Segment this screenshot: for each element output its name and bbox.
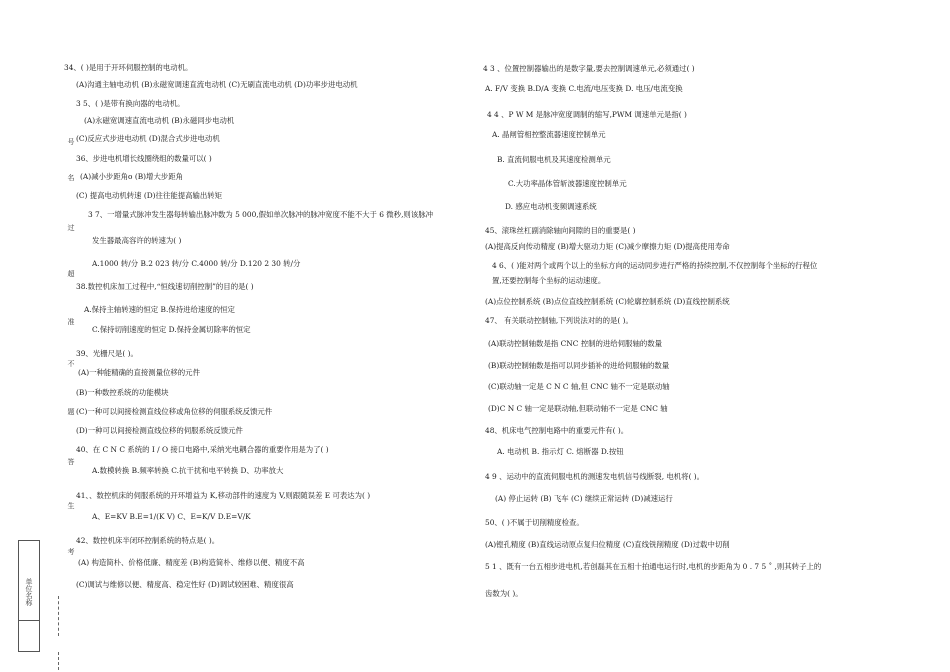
binding-unit-label: 单位名称 <box>25 578 33 606</box>
question-line: (A)提高反向传动精度 (B)增大驱动力矩 (C)减少摩擦力矩 (D)提高使用寿命 <box>485 242 730 251</box>
binding-mark: 答 <box>67 458 75 465</box>
question-line: C.保持切削速度的恒定 D.保持金属切除率的恒定 <box>92 325 251 334</box>
question-line: (A)点位控制系统 (B)点位直线控制系统 (C)轮廓控制系统 (D)直线控制系统 <box>485 297 730 306</box>
binding-dotted-line <box>58 652 59 670</box>
binding-mark: 考 <box>67 548 75 555</box>
question-line: A. 电动机 B. 指示灯 C. 熔断器 D.按钮 <box>497 447 624 456</box>
question-line: 发生器最高容许的转速为( ) <box>92 236 182 245</box>
question-line: (A)减小步距角o (B)增大步距角 <box>80 172 184 181</box>
question-line: 45、滚珠丝杠副消除轴向间隙的目的重要是( ) <box>485 226 636 235</box>
question-line: 36、步进电机增长线圈绕组的数量可以( ) <box>76 154 212 163</box>
question-line: (B)一种数控系统的功能模块 <box>76 388 169 397</box>
question-line: (B)联动控制轴数是指可以同步插补的进给伺服轴的数量 <box>488 361 670 370</box>
question-line: 置,还要控制每个坐标的运动速度。 <box>492 276 606 285</box>
question-line: D. 感应电动机变频调速系统 <box>505 202 597 211</box>
binding-mark: 超 <box>67 270 75 277</box>
question-line: A、E=KV B.E=1/(K V) C、E=K/V D.E=V/K <box>92 512 251 521</box>
question-line: (C)调试与维修以便、精度高、稳定性好 (D)调试较困难、精度很高 <box>76 580 294 589</box>
question-line: (A) 停止运转 (B) 飞车 (C) 继续正常运转 (D)减速运行 <box>495 494 673 503</box>
binding-dotted-line <box>58 596 59 636</box>
question-line: 齿数为( )。 <box>485 589 523 598</box>
binding-mark: 不 <box>67 360 75 367</box>
question-line: A.数模转换 B.频率转换 C.抗干扰和电平转换 D、功率放大 <box>92 466 284 475</box>
question-line: (A)沟通主轴电动机 (B)永磁宽调速直流电动机 (C)无刷直流电动机 (D)功率步进电动机 <box>76 80 358 89</box>
question-line: (D)一种可以间接检测直线位移的伺服系统反馈元件 <box>76 426 243 435</box>
question-line: C.大功率晶体管斩波器速度控制单元 <box>508 179 627 188</box>
binding-divider <box>18 620 40 621</box>
question-line: (C) 提高电动机转速 (D)往往能提高输出转矩 <box>76 191 223 200</box>
question-line: 4 9 、运动中的直流伺服电机的测速发电机信号线断裂, 电机将( )。 <box>485 472 705 481</box>
question-line: 4 4 、P W M 是脉冲宽度调制的缩写,PWM 调速单元是指( ) <box>487 110 687 119</box>
binding-mark: 名 <box>67 174 75 181</box>
question-line: A. 晶闸管相控整流器速度控制单元 <box>492 130 606 139</box>
question-line: (A)一种能精确的直接测量位移的元件 <box>78 368 200 377</box>
question-line: A.1000 转/分 B.2 023 转/分 C.4000 转/分 D.120 2 30 转/分 <box>92 259 301 268</box>
question-line: 4 3 、位置控制器输出的是数字量,要去控制调速单元,必须通过( ) <box>483 64 695 73</box>
question-line: 40、在 C N C 系统的 I / O 接口电路中,采纳光电耦合器的重要作用是为了( ) <box>76 445 329 454</box>
question-line: (A) 构造简朴、价格低廉、精度差 (B)构造简朴、维修以便、精度不高 <box>78 558 305 567</box>
binding-mark: 准 <box>67 318 75 325</box>
question-line: 3 7、一增量式脉冲发生器每转输出脉冲数为 5 000,假如单次脉冲的脉冲宽度不能不大于 6 微秒,则该脉冲 <box>88 210 433 219</box>
question-line: B. 直流伺服电机及其速度检测单元 <box>497 155 611 164</box>
question-line: A. F/V 变换 B.D/A 变换 C.电流/电压变换 D. 电压/电流变换 <box>485 84 683 93</box>
question-line: 34、( )是用于开环伺服控制的电动机。 <box>64 63 193 72</box>
question-line: 39、光栅尺是( )。 <box>76 349 138 358</box>
question-line: 47、 有关联动控制轴,下列说法对的的是( )。 <box>485 316 633 325</box>
binding-mark: 题 <box>67 408 75 415</box>
question-line: A.保持主轴转速的恒定 B.保持进给速度的恒定 <box>84 305 235 314</box>
binding-mark: 号 <box>67 138 75 145</box>
question-line: 41、、数控机床的伺服系统的开环增益为 K,移动部件的速度为 V,则跟随误差 E 可表达为( ) <box>76 491 371 500</box>
question-line: 38.数控机床加工过程中,“恒线速切削控制”的目的是( ) <box>76 282 254 291</box>
question-line: (A)联动控制轴数是指 CNC 控制的进给伺服轴的数量 <box>488 339 663 348</box>
question-line: 48、机床电气控制电路中的重要元件有( )。 <box>485 426 629 435</box>
question-line: 3 5、( )是带有换向器的电动机。 <box>76 99 185 108</box>
question-line: 50、( )不属于切削精度检查。 <box>485 518 584 527</box>
question-line: (C)反应式步进电动机 (D)混合式步进电动机 <box>76 134 220 143</box>
binding-mark: 过 <box>67 224 75 231</box>
question-line: (D)C N C 轴一定是联动轴,但联动轴不一定是 CNC 轴 <box>488 404 668 413</box>
question-line: 4 6、( )能对两个或两个以上的坐标方向的运动同步进行严格的持续控制,不仅控制每个坐标的行程位 <box>492 261 818 270</box>
binding-mark: 生 <box>67 502 75 509</box>
question-line: (A)镗孔精度 (B)直线运动原点复归位精度 (C)直线铣削精度 (D)过载中切削 <box>485 540 730 549</box>
question-line: (C)联动轴一定是 C N C 轴,但 CNC 轴不一定是联动轴 <box>488 382 670 391</box>
question-line: (A)永磁宽调速直流电动机 (B)永磁同步电动机 <box>84 116 235 125</box>
question-line: (C)一种可以间接检测直线位移或角位移的伺服系统反馈元件 <box>76 407 273 416</box>
question-line: 42、数控机床半闭环控制系统的特点是( )。 <box>76 536 220 545</box>
question-line: 5 1 、既有一台五相步进电机,若创磊其在五相十拍通电运行时,电机的步距角为 0 . 7 5 ˚ ,则其转子上的 <box>485 562 822 571</box>
